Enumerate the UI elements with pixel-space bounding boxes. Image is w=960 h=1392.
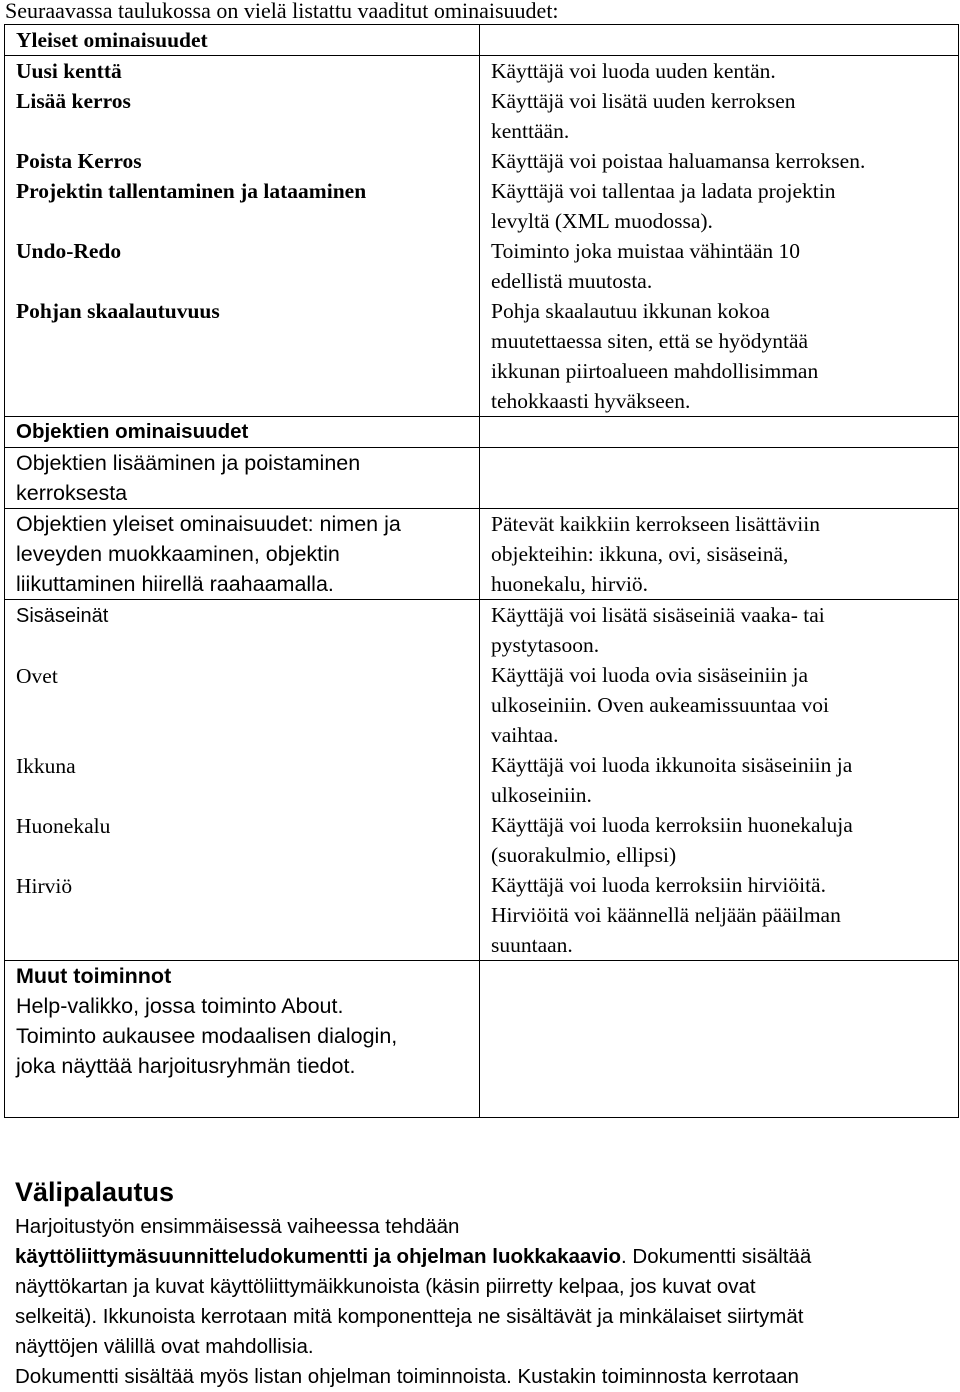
paragraph-line-5: näyttöjen välillä ovat mahdollisia. <box>15 1335 314 1358</box>
desc-window-2: ulkoseiniin. <box>491 783 592 807</box>
object-monster: Hirviö <box>16 874 73 898</box>
table-row <box>5 417 959 448</box>
feature-save-load: Projektin tallentaminen ja lataaminen <box>16 179 367 203</box>
objects-general-line-1: Objektien yleiset ominaisuudet: nimen ja <box>16 512 401 536</box>
paragraph-line-6: Dokumentti sisältää myös listan ohjelman toiminnoista. Kustakin toiminnosta kerrotaan <box>15 1365 799 1388</box>
desc-add-layer-1: Käyttäjä voi lisätä uuden kerroksen <box>491 89 796 113</box>
desc-monster-2: Hirviöitä voi käännellä neljään pääilman <box>491 903 841 927</box>
desc-doors-3: vaihtaa. <box>491 723 559 747</box>
empty-cell <box>480 417 959 448</box>
objects-general-desc-3: huonekalu, hirviö. <box>491 572 649 596</box>
objects-add-line-2: kerroksesta <box>16 481 128 505</box>
paragraph <box>15 1212 950 1392</box>
desc-scaling-1: Pohja skaalautuu ikkunan kokoa <box>491 299 770 323</box>
empty-cell <box>480 448 959 509</box>
desc-scaling-4: tehokkaasti hyväkseen. <box>491 389 691 413</box>
table-row <box>5 448 959 509</box>
other-line-3: joka näyttää harjoitusryhmän tiedot. <box>16 1054 356 1078</box>
description-cell <box>480 56 959 417</box>
desc-add-layer-2: kenttään. <box>491 119 570 143</box>
other-line-2: Toiminto aukausee modaalisen dialogin, <box>16 1024 398 1048</box>
general-heading: Yleiset ominaisuudet <box>5 25 480 56</box>
objects-add-line-1: Objektien lisääminen ja poistaminen <box>16 451 361 475</box>
desc-doors-2: ulkoseiniin. Oven aukeamissuuntaa voi <box>491 693 829 717</box>
feature-scaling: skaalautuvuus <box>87 299 220 323</box>
objects-add-cell <box>5 448 480 509</box>
feature-cell <box>5 56 480 417</box>
feature-new-field: Uusi kenttä <box>16 59 122 83</box>
desc-furniture-2: (suorakulmio, ellipsi) <box>491 843 677 867</box>
desc-undo-1: Toiminto joka muistaa vähintään 10 <box>491 239 800 263</box>
other-cell <box>5 961 480 1118</box>
other-line-1: Help-valikko, jossa toiminto About. <box>16 994 344 1018</box>
desc-save-load-1: Käyttäjä voi tallentaa ja ladata projektin <box>491 179 836 203</box>
table-row <box>5 25 959 56</box>
desc-save-load-2: levyltä (XML muodossa). <box>491 209 713 233</box>
objects-general-desc-2: objekteihin: ikkuna, ovi, sisäseinä, <box>491 542 789 566</box>
desc-delete-layer: Käyttäjä voi poistaa haluamansa kerroksen. <box>491 149 866 173</box>
objects-general-desc <box>480 509 959 600</box>
objects-general-desc-1: Pätevät kaikkiin kerrokseen lisättäviin <box>491 512 820 536</box>
empty-cell <box>480 961 959 1118</box>
feature-scaling-prefix: Pohjan <box>16 299 88 323</box>
paragraph-line-1: Harjoitustyön ensimmäisessä vaiheessa tehdään <box>15 1215 460 1238</box>
objects-desc-cell <box>480 600 959 961</box>
table-row <box>5 600 959 961</box>
table-row <box>5 509 959 600</box>
desc-doors-1: Käyttäjä voi luoda ovia sisäseiniin ja <box>491 663 809 687</box>
paragraph-line-2: . Dokumentti sisältää <box>621 1245 812 1268</box>
object-window: Ikkuna <box>16 754 76 778</box>
desc-furniture-1: Käyttäjä voi luoda kerroksiin huonekaluja <box>491 813 853 837</box>
intro-text: Seuraavassa taulukossa on vielä listattu vaaditut ominaisuudet: <box>5 0 559 23</box>
objects-heading: Objektien ominaisuudet <box>5 417 480 448</box>
object-furniture: Huonekalu <box>16 814 111 838</box>
desc-scaling-2: muutettaessa siten, että se hyödyntää <box>491 329 809 353</box>
desc-window-1: Käyttäjä voi luoda ikkunoita sisäseiniin ja <box>491 753 853 777</box>
desc-monster-3: suuntaan. <box>491 933 573 957</box>
objects-general-line-3: liikuttaminen hiirellä raahaamalla. <box>16 572 334 596</box>
desc-walls-1: Käyttäjä voi lisätä sisäseiniä vaaka- tai <box>491 603 825 627</box>
desc-undo-2: edellistä muutosta. <box>491 269 653 293</box>
desc-scaling-3: ikkunan piirtoalueen mahdollisimman <box>491 359 819 383</box>
desc-new-field: Käyttäjä voi luoda uuden kentän. <box>491 59 776 83</box>
other-heading: Muut toiminnot <box>16 964 172 988</box>
table-row <box>5 56 959 417</box>
table-row <box>5 961 959 1118</box>
objects-general-line-2: leveyden muokkaaminen, objektin <box>16 542 340 566</box>
object-walls: Sisäseinät <box>16 605 109 627</box>
feature-add-layer: Lisää kerros <box>16 89 131 113</box>
objects-general-cell <box>5 509 480 600</box>
object-doors: Ovet <box>16 664 58 688</box>
valipalautus-section <box>15 1172 950 1392</box>
desc-walls-2: pystytasoon. <box>491 633 600 657</box>
section-heading: Välipalautus <box>15 1177 175 1207</box>
feature-delete-layer: Poista Kerros <box>16 149 142 173</box>
desc-monster-1: Käyttäjä voi luoda kerroksiin hirviöitä. <box>491 873 826 897</box>
objects-list-cell <box>5 600 480 961</box>
paragraph-line-4: selkeitä). Ikkunoista kerrotaan mitä komponentteja ne sisältävät ja minkälaiset siirtymät <box>15 1305 804 1328</box>
paragraph-line-3: näyttökartan ja kuvat käyttöliittymäikkunoista (käsin piirretty kelpaa, jos kuvat ovat <box>15 1275 756 1298</box>
paragraph-bold-text: käyttöliittymäsuunnitteludokumentti ja ohjelman luokkakaavio <box>15 1245 622 1268</box>
feature-undo-redo: Undo-Redo <box>16 239 122 263</box>
features-table <box>4 24 959 1118</box>
empty-cell <box>480 25 959 56</box>
